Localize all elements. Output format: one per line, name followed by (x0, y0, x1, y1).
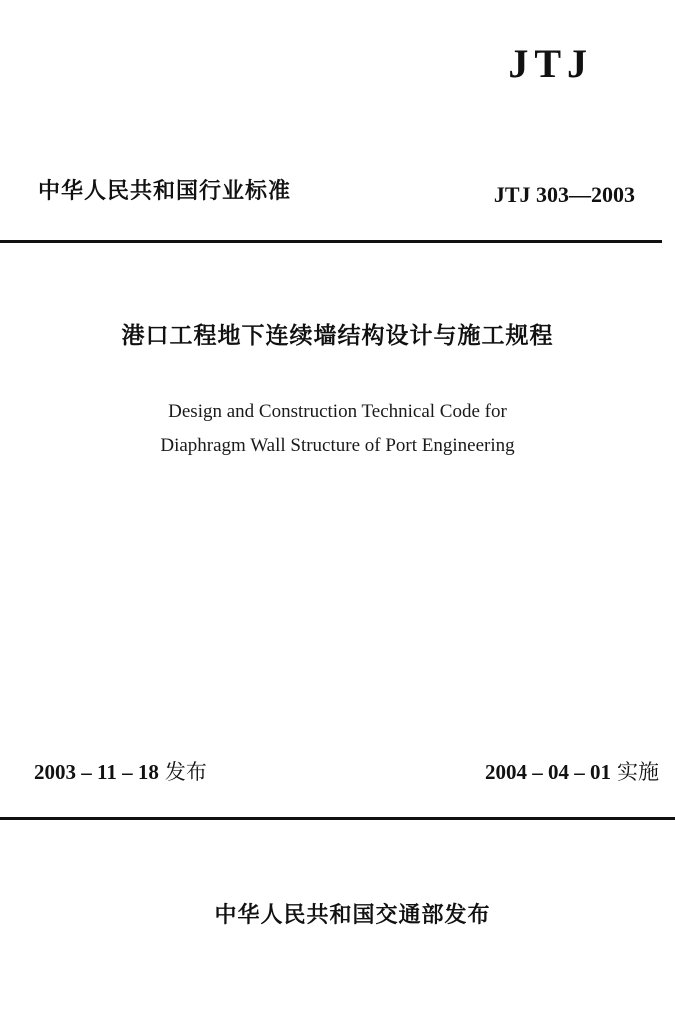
publisher: 中华人民共和国交通部发布 (214, 903, 491, 928)
effective-date: 2004 – 04 – 01 (485, 760, 611, 784)
standard-number: JTJ 303—2003 (493, 182, 635, 207)
top-divider (0, 240, 662, 243)
document-title-english-line1: Design and Construction Technical Code for (168, 401, 507, 422)
issue-date: 2003 – 11 – 18 (34, 760, 159, 784)
effective-date-block (485, 762, 659, 783)
issue-date-block (34, 762, 207, 783)
effective-label: 实施 (617, 760, 659, 784)
issue-label: 发布 (164, 760, 207, 784)
standard-category: 中华人民共和国行业标准 (38, 179, 292, 204)
bottom-divider (0, 817, 675, 820)
document-title-chinese: 港口工程地下连续墙结构设计与施工规程 (121, 323, 554, 349)
document-title-english-line2: Diaphragm Wall Structure of Port Engineering (160, 435, 515, 456)
standard-code-mark: JTJ (508, 41, 593, 86)
